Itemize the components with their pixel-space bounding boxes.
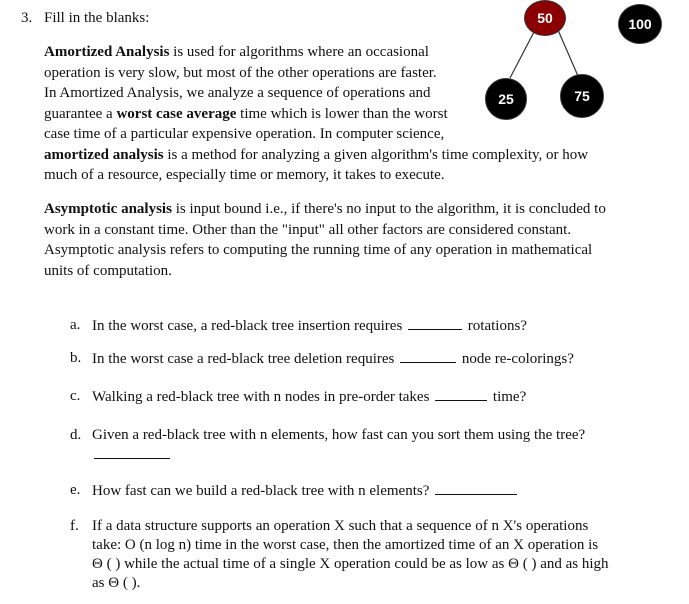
item-b-label: b. (70, 350, 82, 366)
para1-line1: is used for algorithms where an occasional (169, 44, 429, 60)
item-f-line1: If a data structure supports an operation X such that a sequence of n X's operations (92, 518, 589, 534)
question-prompt: Fill in the blanks: (44, 10, 150, 26)
item-c-post: time? (492, 389, 527, 405)
tree-node-100: 100 (618, 4, 662, 44)
item-e-text: How fast can we build a red-black tree with n elements? (92, 483, 430, 499)
para1-line2: operation is very slow, but most of the other operations are faster. (44, 65, 437, 81)
item-d-label: d. (70, 427, 82, 443)
question-number: 3. (21, 10, 33, 26)
item-c-label: c. (70, 388, 81, 404)
item-a-label: a. (70, 317, 81, 333)
item-f-label: f. (70, 518, 79, 534)
para1-line6: is a method for analyzing a given algorithm's time complexity, or how (163, 147, 589, 163)
para1-line5: case time of a particular expensive operation. In computer science, (44, 126, 445, 142)
item-a-post: rotations? (467, 318, 527, 334)
term-amortized-analysis-2: amortized analysis (44, 147, 164, 163)
para2-line3: Asymptotic analysis refers to computing the running time of any operation in mathematical (44, 242, 593, 258)
item-f-line3: Θ ( ) while the actual time of a single X operation could be as low as Θ ( ) and as high (92, 556, 609, 572)
item-a-text: In the worst case, a red-black tree insertion requires (92, 318, 403, 334)
item-f-line2: take: O (n log n) time in the worst case, then the amortized time of an X operation is (92, 537, 599, 553)
para1-line4a: guarantee a (44, 106, 117, 122)
para2-line2: work in a constant time. Other than the "input" all other factors are considered constant. (44, 222, 572, 238)
item-e-blank[interactable] (435, 480, 517, 495)
item-c-text: Walking a red-black tree with n nodes in pre-order takes (92, 389, 430, 405)
tree-node-50: 50 (524, 0, 566, 36)
tree-node-75: 75 (560, 74, 604, 118)
para2-line1: is input bound i.e., if there's no input to the algorithm, it is concluded to (171, 201, 606, 217)
item-b-text: In the worst case a red-black tree deletion requires (92, 351, 395, 367)
item-b-blank[interactable] (400, 348, 456, 363)
item-c-blank[interactable] (435, 386, 487, 401)
tree-node-25: 25 (485, 78, 527, 120)
item-b-post: node re-colorings? (461, 351, 574, 367)
item-e-label: e. (70, 482, 81, 498)
item-d-text: Given a red-black tree with n elements, how fast can you sort them using the tree? (92, 427, 586, 443)
para2-line4: units of computation. (44, 263, 172, 279)
term-asymptotic-analysis: Asymptotic analysis (44, 201, 172, 217)
para1-line4c: time which is lower than the worst (236, 106, 448, 122)
item-a-blank[interactable] (408, 315, 462, 330)
term-worst-case-average: worst case average (116, 106, 237, 122)
item-f-line4: as Θ ( ). (92, 575, 141, 591)
para1-line3: In Amortized Analysis, we analyze a sequence of operations and (44, 85, 431, 101)
para1-line7: much of a resource, especially time or memory, it takes to execute. (44, 167, 445, 183)
item-d-blank[interactable] (94, 446, 170, 459)
term-amortized-analysis: Amortized Analysis (44, 44, 170, 60)
